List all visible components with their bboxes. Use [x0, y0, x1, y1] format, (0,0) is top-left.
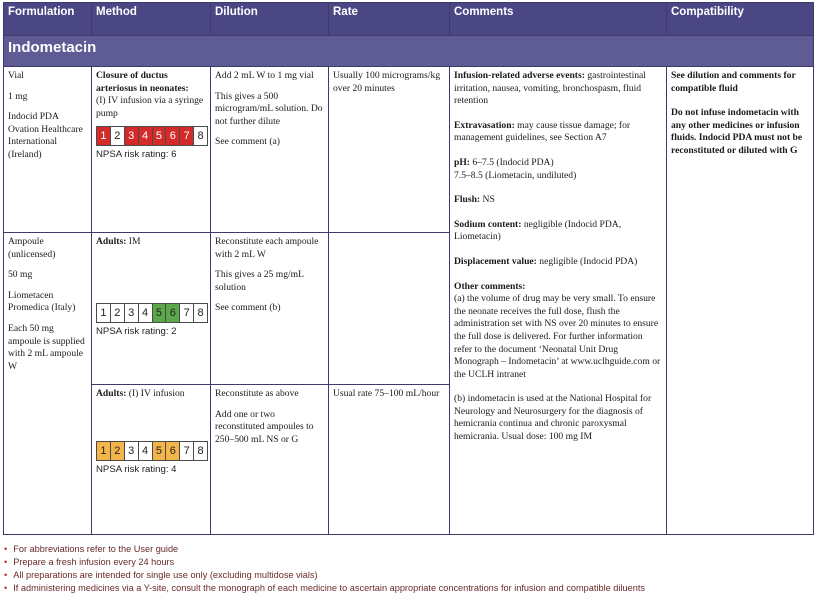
dilution-line: See comment (b): [215, 302, 281, 314]
comment-sodium-title: Sodium content:: [454, 218, 522, 230]
rate-cell: [329, 233, 450, 385]
comment-adverse: [454, 70, 662, 108]
formulation-brand: Indocid PDA Ovation Healthcare International (Ireland): [8, 111, 83, 160]
method-cell: [92, 67, 211, 233]
footer-note: • All preparations are intended for single use only (excluding multidose vials): [4, 569, 812, 582]
monograph-table: [3, 2, 814, 535]
risk-cell: 4: [139, 127, 153, 145]
compatibility-line: See dilution and comments for compatible fluid: [671, 70, 796, 94]
comment-displacement: [454, 256, 662, 269]
method-title: Closure of ductus arteriosus in neonates:: [96, 70, 189, 94]
comment-extravasation: [454, 120, 662, 145]
dilution-line: This gives a 25 mg/mL solution: [215, 269, 304, 293]
risk-cell: 6: [166, 304, 180, 322]
comment-sodium: [454, 219, 662, 244]
comment-extravasation-title: Extravasation:: [454, 119, 515, 131]
formulation-cell: [4, 233, 92, 535]
comments-cell: [450, 67, 667, 535]
risk-cell: 6: [166, 127, 180, 145]
rate-text: Usually 100 micrograms/kg over 20 minutes: [333, 70, 441, 94]
method-title: Adults:: [96, 236, 127, 247]
method-detail: (I) IV infusion: [128, 388, 185, 399]
risk-cell: 1: [97, 127, 111, 145]
risk-scale: [96, 303, 208, 323]
drug-band-row: [4, 36, 814, 67]
risk-cell: 1: [97, 442, 111, 460]
risk-cell: 7: [180, 442, 194, 460]
risk-cell: 5: [153, 442, 167, 460]
risk-cell: 4: [139, 304, 153, 322]
dilution-line: Reconstitute each ampoule with 2 mL W: [215, 236, 319, 260]
risk-cell: 4: [139, 442, 153, 460]
comment-adverse-title: Infusion-related adverse events:: [454, 70, 585, 81]
risk-cell: 2: [111, 442, 125, 460]
dilution-cell: [211, 67, 329, 233]
risk-cell: 2: [111, 127, 125, 145]
risk-label: NPSA risk rating: 6: [96, 149, 177, 161]
risk-cell: 5: [153, 304, 167, 322]
rate-cell: [329, 67, 450, 233]
footer-notes: [4, 543, 812, 595]
header-dilution: Dilution: [211, 3, 329, 36]
comment-flush-text: NS: [482, 194, 495, 206]
risk-cell: 7: [180, 127, 194, 145]
formulation-strength: 1 mg: [8, 90, 28, 102]
comment-other-title: Other comments:: [454, 280, 526, 292]
compatibility-cell: [667, 67, 814, 535]
comment-ph-text: 6–7.5 (Indocid PDA): [472, 156, 554, 168]
dilution-line: Add one or two reconstituted ampoules to 250–500 mL NS or G: [215, 408, 314, 445]
method-cell: [92, 233, 211, 385]
comment-other-b: (b) indometacin is used at the National Hospital for Neurology and Neurosurgery for the diagnosis of hemicrania continua and chronic paroxysmal hemicrania. Usual dose: 100 mg IM: [454, 393, 652, 443]
method-detail: IM: [128, 236, 141, 247]
comment-ph-title: pH:: [454, 156, 470, 168]
comment-ph-text2: 7.5–8.5 (Liometacin, undiluted): [454, 169, 577, 181]
formulation-brand: Liometacen Promedica (Italy): [8, 289, 76, 314]
risk-cell: 1: [97, 304, 111, 322]
formulation-cell: [4, 67, 92, 233]
comment-flush-title: Flush:: [454, 194, 481, 206]
dilution-cell: [211, 385, 329, 535]
risk-cell: 2: [111, 304, 125, 322]
header-row: [4, 3, 814, 36]
method-title: Adults:: [96, 388, 127, 399]
formulation-note: Each 50 mg ampoule is supplied with 2 mL ampoule W: [8, 322, 85, 372]
footer-note: • If administering medicines via a Y-site, consult the monograph of each medicine to ascertain appropriate concentrations for infusion and compatible diluents: [4, 582, 812, 595]
comment-other-a: (a) the volume of drug may be very small. To ensure the neonate receives the full dose, flush the administration set with NS over 20 minutes to ensure the full dose is delivered. For further information refer to the document ‘Neonatal Unit Drug Monograph – Indometacin’ at www.uclhguide.com or the UCLH intranet: [454, 293, 661, 380]
drug-name: Indometacin: [4, 36, 814, 67]
dilution-line: Add 2 mL W to 1 mg vial: [215, 70, 314, 81]
risk-cell: 5: [153, 127, 167, 145]
compatibility-line: Do not infuse indometacin with any other medicines or infusion fluids. Indocid PDA must not be reconstituted or diluted with G: [671, 107, 803, 156]
risk-cell: 8: [194, 127, 207, 145]
risk-cell: 8: [194, 304, 207, 322]
header-formulation: Formulation: [4, 3, 92, 36]
table-row: [4, 67, 814, 233]
risk-cell: 7: [180, 304, 194, 322]
risk-label: NPSA risk rating: 4: [96, 463, 177, 475]
method-line: [96, 236, 206, 249]
header-comments: Comments: [450, 3, 667, 36]
formulation-strength: 50 mg: [8, 269, 33, 281]
risk-cell: 8: [194, 442, 207, 460]
method-cell: [92, 385, 211, 535]
comment-sodium-text: negligible (Indocid PDA, Liometacin): [454, 218, 622, 243]
header-compatibility: Compatibility: [667, 3, 814, 36]
formulation-type: Vial: [8, 70, 24, 81]
footer-note: • For abbreviations refer to the User guide: [4, 543, 812, 556]
dilution-cell: [211, 233, 329, 385]
comment-displacement-text: negligible (Indocid PDA): [539, 255, 638, 267]
dilution-line: See comment (a): [215, 136, 280, 148]
method-line: [96, 388, 206, 401]
comment-adverse-text: gastrointestinal irritation, nausea, vomiting, bronchospasm, fluid retention: [454, 70, 646, 107]
method-detail: (I) IV infusion via a syringe pump: [96, 95, 204, 119]
comment-ph: [454, 157, 662, 170]
formulation-type: Ampoule (unlicensed): [8, 236, 56, 260]
risk-label: NPSA risk rating: 2: [96, 325, 177, 337]
footer-note: • Prepare a fresh infusion every 24 hours: [4, 556, 812, 569]
comment-extravasation-text: may cause tissue damage; for management guidelines, see Section A7: [454, 119, 631, 144]
risk-cell: 3: [125, 442, 139, 460]
comment-flush: [454, 194, 662, 207]
header-method: Method: [92, 3, 211, 36]
risk-scale: [96, 126, 208, 146]
header-rate: Rate: [329, 3, 450, 36]
rate-text: Usual rate 75–100 mL/hour: [333, 388, 440, 399]
rate-cell: [329, 385, 450, 535]
risk-scale: [96, 441, 208, 461]
risk-cell: 6: [166, 442, 180, 460]
risk-cell: 3: [125, 304, 139, 322]
risk-cell: 3: [125, 127, 139, 145]
dilution-line: This gives a 500 microgram/mL solution. Do not further dilute: [215, 90, 323, 127]
comment-displacement-title: Displacement value:: [454, 255, 537, 267]
dilution-line: Reconstitute as above: [215, 388, 299, 399]
